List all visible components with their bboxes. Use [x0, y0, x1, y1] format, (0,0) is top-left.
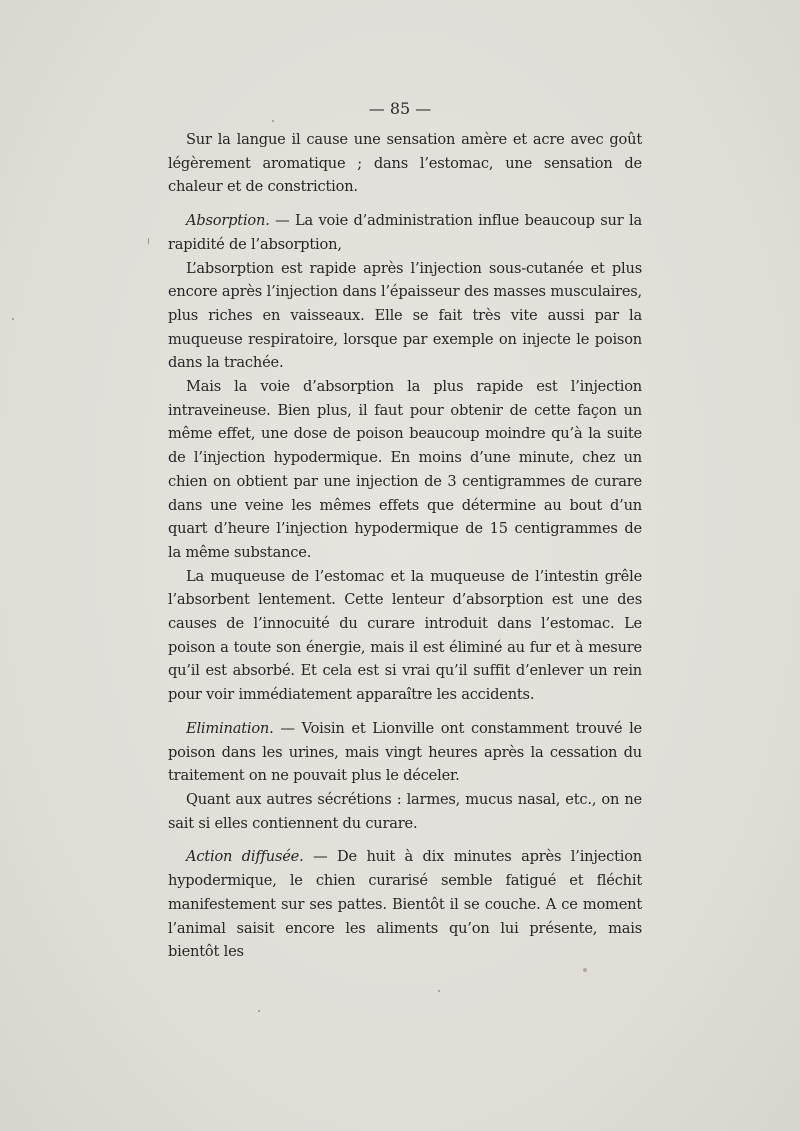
paper-speck — [272, 120, 274, 122]
paragraph-text: L’absorption est rapide après l’injection sous-cutanée et plus encore après l’injection dans l’épaisseur des masses musculaires, plus riches en vaisseaux. Elle se fait très vite aussi par la muqueuse respiratoire, lorsque par exemple on injecte le poison dans la trachée. — [168, 259, 642, 372]
paragraph-text: Quant aux autres sécrétions : larmes, mucus nasal, etc., on ne sait si elles contiennent du curare. — [168, 790, 642, 832]
paragraph-text: Sur la langue il cause une sensation amère et acre avec goût légèrement aromatique ; dans l’estomac, une sensation de chaleur et de constriction. — [168, 131, 642, 196]
paragraph-text: — La voie d’administration influe beaucoup sur la rapidité de l’absorption, — [168, 212, 642, 253]
paragraph-intravenous — [168, 375, 642, 565]
body-text — [168, 128, 642, 964]
paragraph-text: La muqueuse de l’estomac et la muqueuse de l’intestin grêle l’absorbent lentement. Cette lenteur d’absorption est une des causes de l’innocuité du curare introduit dans l’estomac. Le poison a toute son énergie, mais il est éliminé au fur et à mesure qu’il est absorbé. Et cela est si vrai qu’il suffit d’enlever un rein pour voir immédiatement apparaître les accidents. — [168, 567, 642, 704]
paragraph-text: Mais la voie d’absorption la plus rapide est l’injection intraveineuse. Bien plus, il faut pour obtenir de cette façon un même effet, une dose de poison beaucoup moindre qu’à la suite de l’injection hypodermique. En moins d’une minute, chez un chien on obtient par une injection de 3 centigrammes de curare dans une veine les mêmes effets que détermine au bout d’un quart d’heure l’injection hypodermique de 15 centigrammes de la même substance. — [168, 378, 642, 561]
paragraph-diffused-action — [168, 845, 642, 964]
paragraph-taste — [168, 128, 642, 199]
section-heading-absorption: Absorption. — [186, 212, 270, 230]
section-heading-diffused-action: Action diffusée. — [186, 848, 304, 866]
paper-speck — [12, 318, 14, 320]
paragraph-text: — De huit à dix minutes après l’injection hypodermique, le chien curarisé semble fatigué et fléchit manifestement sur ses pattes. Bientôt il se couche. A ce moment l’animal saisit encore les aliments qu’on lui présente, mais bientôt les — [168, 848, 643, 961]
paragraph-absorption — [168, 209, 642, 256]
paragraph-mucosa — [168, 565, 642, 707]
paper-speck — [583, 968, 587, 972]
paper-speck — [148, 238, 149, 244]
paragraph-elimination — [168, 717, 642, 788]
paper-speck — [258, 1010, 260, 1012]
paper-speck — [438, 990, 440, 992]
paragraph-subcutaneous — [168, 257, 642, 376]
paragraph-secretions — [168, 788, 642, 835]
section-heading-elimination: Elimination. — [186, 719, 274, 737]
page-number: — 85 — — [368, 99, 432, 118]
paragraph-text: — Voisin et Lionville ont constamment trouvé le poison dans les urines, mais vingt heures après la cessation du traitement on ne pouvait plus le déceler. — [168, 719, 642, 785]
